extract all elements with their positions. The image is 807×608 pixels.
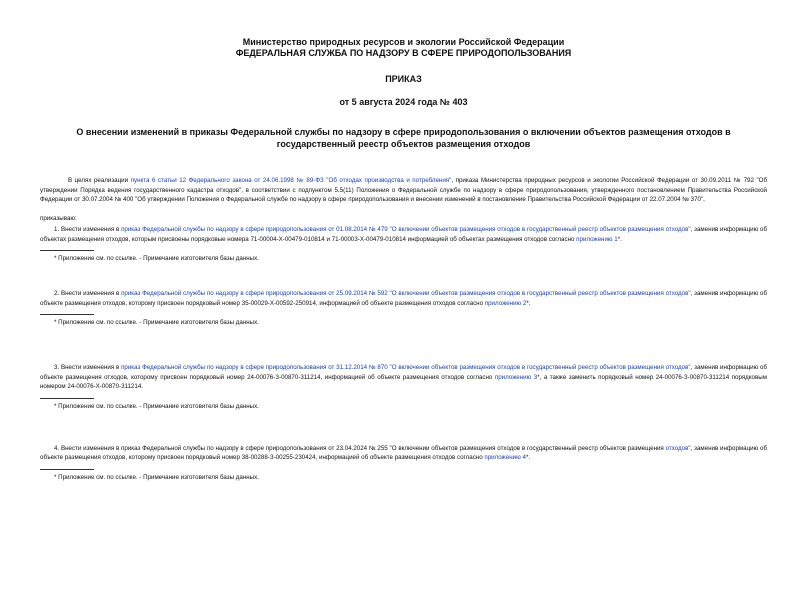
intro-text-1: В целях реализации [68, 177, 131, 184]
document-type: ПРИКАЗ [385, 74, 422, 84]
item-4 [40, 444, 767, 463]
document-date: от 5 августа 2024 года № 403 [339, 97, 468, 107]
item-4-text-1: 4. Внести изменения в приказ Федеральной службы по надзору в сфере природопользования от 23.04.2024 № 255 "О включении объектов размещения отходов в государственный реестр объектов размещения [54, 444, 666, 452]
item-3 [40, 363, 767, 392]
item-2-text-3: *. [526, 299, 531, 307]
item-3-text-2: , заменив информацию об объекте размещения отходов, которому присвоен порядковый номер 24-00076-З-00870-311214, информацией об объекте размещения отходов согласно [40, 364, 767, 381]
order-592-link[interactable]: приказ Федеральной службы по надзору в сфере природопользования от 25.09.2014 № 592 "О включении объектов размещения отходов в государственный реестр объектов размещения отходов" [121, 290, 691, 297]
footnote-divider [40, 398, 94, 399]
footnote-divider [40, 250, 94, 251]
item-2 [40, 289, 767, 308]
order-255-link[interactable]: отходов [665, 444, 689, 452]
appendix-3-link[interactable]: приложению 3 [494, 373, 538, 381]
document-title: О внесении изменений в приказы Федеральной службы по надзору в сфере природопользования о включении объектов размещения отходов в государственный реестр объектов размещения отходов [76, 127, 731, 149]
order-870-link[interactable]: приказ Федеральной службы по надзору в сфере природопользования от 31.12.2014 № 870 "О включении объектов размещения отходов в государственный реестр объектов размещения отходов" [121, 364, 691, 371]
item-3-text-1: 3. Внести изменения в [54, 364, 122, 371]
item-1-text-2: , заменив информацию об объектах размещения отходов, которым присвоены порядковые номера 71-00004-Х-00479-010814 и 71-00003-Х-00479-010814 информацией об объектах размещения отходов согласно [40, 226, 767, 243]
item-4-text-3: *. [525, 454, 531, 461]
ministry-name: Министерство природных ресурсов и экологии Российской Федерации [242, 37, 565, 47]
item-2-text-1: 2. Внести изменения в [54, 290, 122, 297]
footnote-divider [40, 469, 94, 470]
footnote-divider [40, 314, 94, 315]
order-479-link[interactable]: приказ Федеральной службы по надзору в сфере природопользования от 01.08.2014 № 479 "О включении объектов размещения отходов в государственный реестр объектов размещения отходов" [121, 226, 691, 233]
service-name: ФЕДЕРАЛЬНАЯ СЛУЖБА ПО НАДЗОРУ В СФЕРЕ ПРИРОДОПОЛЬЗОВАНИЯ [235, 48, 572, 58]
item-1-text-1: 1. Внести изменения в [54, 226, 122, 233]
item-4-text-2: ", заменив информацию об объекте размещения отходов, которому присвоен порядковый номер 38-00288-З-00255-230424, информацией об объекте размещения отходов согласно [40, 444, 768, 461]
law-89-fz-link[interactable]: пункта 6 статьи 12 Федерального закона от 24.06.1998 № 89-ФЗ "Об отходах производства и потребления" [130, 177, 452, 184]
document-page [0, 37, 807, 608]
item-1 [40, 225, 767, 244]
appendix-1-link[interactable]: приложению 1 [576, 235, 618, 243]
footnote: * Приложение см. по ссылке. - Примечание изготовителя базы данных. [54, 319, 259, 326]
footnote: * Приложение см. по ссылке. - Примечание изготовителя базы данных. [54, 473, 259, 481]
intro-text-2: , приказа Министерства природных ресурсов и экологии Российской Федерации от 30.09.2011 № 792 "Об утверждении Порядка ведения государственного кадастра отходов", в соответствии с подпунктом 5.5(11) Положения о Федеральной службе по надзору в сфере природопользования, утвержденного постановлением Правительства Российской Федерации от 30.07.2004 № 400 "Об утверждении Положения о Федеральной службе по надзору в сфере природопользования и внесении изменений в постановление Правительства Российской Федерации от 22.07.2004 № 370", [40, 177, 767, 203]
appendix-2-link[interactable]: приложению 2 [484, 299, 527, 307]
appendix-4-link[interactable]: приложению 4 [484, 454, 526, 461]
decided-line: приказываю: [40, 214, 77, 222]
item-1-text-3: *. [617, 235, 622, 243]
footnote: * Приложение см. по ссылке. - Примечание изготовителя базы данных. [54, 255, 259, 262]
footnote: * Приложение см. по ссылке. - Примечание изготовителя базы данных. [54, 402, 259, 410]
intro-paragraph [40, 176, 767, 205]
item-2-text-2: , заменив информацию об объекте размещения отходов, которому присвоен порядковый номер 35-00029-Х-00592-250914, информацией об объекте размещения отходов согласно [40, 290, 767, 307]
item-3-text-3: *, а также заменить порядковый номер 24-00076-З-00870-311214 порядковым номером 24-00076-Х-00870-311214. [40, 373, 767, 390]
